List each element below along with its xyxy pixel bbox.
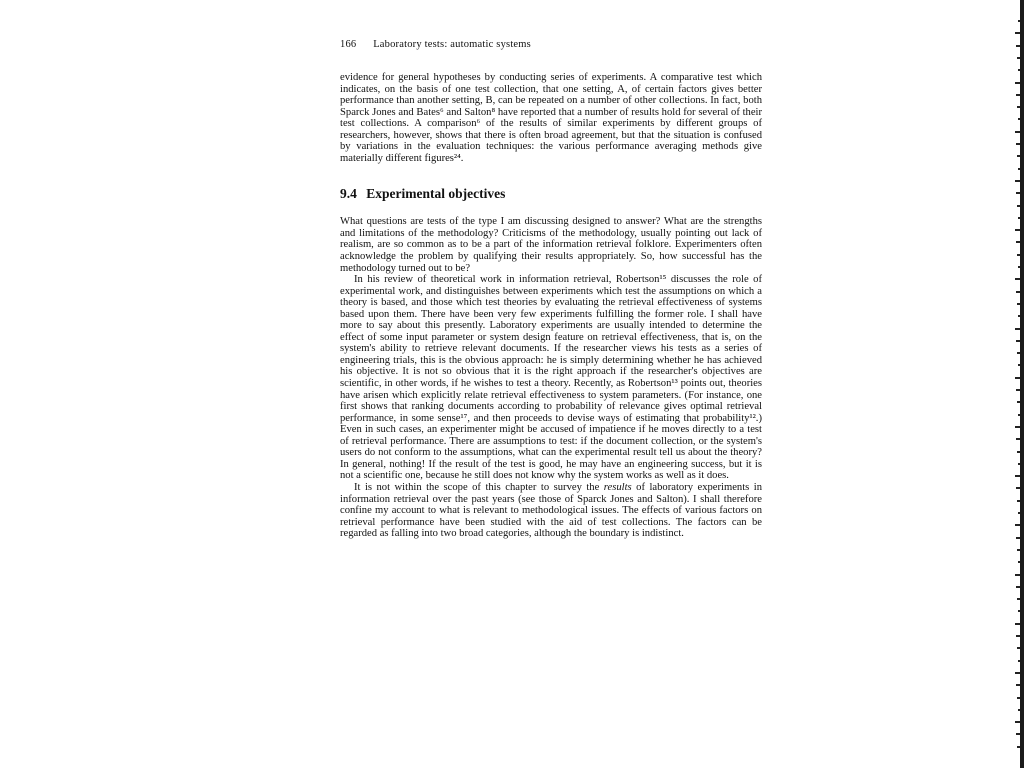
scan-noise-tick	[1017, 401, 1020, 403]
scan-noise-tick	[1016, 733, 1020, 735]
scan-noise-tick	[1018, 217, 1020, 219]
scan-noise-tick	[1015, 278, 1020, 280]
scan-noise-tick	[1018, 512, 1020, 514]
scan-noise-tick	[1016, 537, 1020, 539]
scan-noise-tick	[1015, 180, 1020, 182]
scan-noise-tick	[1018, 364, 1020, 366]
page-body	[340, 72, 762, 540]
scan-noise-tick	[1018, 168, 1020, 170]
scan-noise-tick	[1018, 414, 1020, 416]
paragraph-3: In his review of theoretical work in information retrieval, Robertson¹⁵ discusses the role of experimental work, and distinguishes between experiments which test the assumptions on which a theory is based, and those which test theories by evaluating the retrieval effectiveness of systems based upon them. There have been very few experiments fulfilling the former role. I shall have more to say about this presently. Laboratory experiments are usually intended to determine the effect of some input parameter or system design feature on retrieval effectiveness, that is, on the system's ability to retrieve relevant documents. If the researcher views his tests as a series of engineering trials, this is the obvious approach: he is simply determining whether he has achieved his objective. It is not so obvious that it is the right approach if the researcher's objectives are scientific, in other words, if he wishes to test a theory. Recently, as Robertson¹³ points out, theories have arisen which explicitly relate retrieval effectiveness to system parameters. (For instance, one first shows that ranking documents according to probability of relevance gives optimal retrieval performance, in some sense¹⁷, and then proceeds to devise ways of estimating that probability¹².) Even in such cases, an experimenter might be accused of impatience if he moves directly to a test of retrieval performance. There are assumptions to test: if the document collection, or the system's users do not conform to the assumptions, what can the experimental result tell us about the theory? In general, nothing! If the result of the test is good, he may have an engineering success, but it is not a scientific one, because he still does not know why the system works as well as it does.	[340, 274, 762, 482]
scan-noise-tick	[1016, 241, 1020, 243]
scan-noise-tick	[1016, 340, 1020, 342]
paragraph-4	[340, 482, 762, 540]
scan-noise-tick	[1015, 672, 1020, 674]
scan-noise-tick	[1015, 623, 1020, 625]
scan-noise-tick	[1017, 598, 1020, 600]
scan-noise-tick	[1016, 487, 1020, 489]
scan-noise-tick	[1015, 229, 1020, 231]
book-page	[340, 38, 762, 540]
scan-noise-tick	[1018, 266, 1020, 268]
scan-noise-tick	[1018, 660, 1020, 662]
section-number: 9.4	[340, 186, 357, 202]
scan-noise-tick	[1016, 586, 1020, 588]
scan-noise-tick	[1015, 574, 1020, 576]
scan-noise-tick	[1015, 524, 1020, 526]
scan-noise-tick	[1018, 610, 1020, 612]
scan-noise-tick	[1016, 635, 1020, 637]
scan-noise-tick	[1018, 463, 1020, 465]
scan-noise-tick	[1016, 684, 1020, 686]
scan-noise-tick	[1018, 118, 1020, 120]
scan-noise-tick	[1018, 20, 1020, 22]
scan-noise-tick	[1017, 303, 1020, 305]
scan-noise-tick	[1018, 69, 1020, 71]
scan-noise-tick	[1017, 500, 1020, 502]
scan-edge-artifact	[1020, 0, 1024, 768]
scan-noise-tick	[1017, 352, 1020, 354]
paragraph-4-emphasis: results	[603, 481, 632, 493]
scan-noise-tick	[1017, 155, 1020, 157]
scan-noise-tick	[1016, 143, 1020, 145]
scan-noise-tick	[1015, 721, 1020, 723]
paragraph-4-text-a: It is not within the scope of this chapter to survey the	[354, 481, 604, 493]
scan-noise-tick	[1016, 389, 1020, 391]
scan-noise-artifact	[1014, 0, 1020, 768]
paragraph-1: evidence for general hypotheses by conducting series of experiments. A comparative test which indicates, on the basis of one test collection, that one setting, A, of certain factors gives better performance than another setting, B, can be repeated on a number of other collections. In fact, both Sparck Jones and Bates⁶ and Salton⁸ have reported that a number of results hold for several of their test collections. A comparison⁶ of the results of similar experiments by different groups of researchers, however, shows that there is often broad agreement, but that the situation is confused by variations in the evaluation techniques: the various performance averaging methods give materially different figures²⁴.	[340, 72, 762, 164]
scan-noise-tick	[1015, 377, 1020, 379]
section-heading	[340, 186, 762, 202]
scan-noise-tick	[1015, 475, 1020, 477]
scan-noise-tick	[1018, 561, 1020, 563]
scan-noise-tick	[1018, 709, 1020, 711]
running-head-title: Laboratory tests: automatic systems	[373, 39, 531, 50]
scan-noise-tick	[1016, 45, 1020, 47]
scan-noise-tick	[1017, 746, 1020, 748]
scan-noise-tick	[1015, 328, 1020, 330]
scan-noise-tick	[1018, 315, 1020, 317]
scan-noise-tick	[1017, 205, 1020, 207]
scan-noise-tick	[1017, 647, 1020, 649]
scan-noise-tick	[1017, 451, 1020, 453]
scan-noise-tick	[1017, 697, 1020, 699]
scan-noise-tick	[1015, 426, 1020, 428]
scan-noise-tick	[1017, 106, 1020, 108]
section-title: Experimental objectives	[366, 186, 506, 202]
paragraph-4-text-b: of laboratory experiments in information retrieval over the past years (see those of Sparck Jones and Salton). I shall therefore confine my account to what is relevant to methodological issues. The effects of various factors on retrieval performance have been studied with the aid of test collections. The factors can be regarded as falling into two broad categories, although the boundary is indistinct.	[340, 481, 762, 540]
paragraph-2: What questions are tests of the type I am discussing designed to answer? What are the strengths and limitations of the methodology? Criticisms of the methodology, usually pointing out lack of realism, are so common as to be a part of the information retrieval folklore. Experimenters often acknowledge the problem by qualifying their results appropriately. So, how successful has the methodology turned out to be?	[340, 216, 762, 274]
scan-noise-tick	[1017, 549, 1020, 551]
scan-noise-tick	[1016, 291, 1020, 293]
scan-noise-tick	[1017, 254, 1020, 256]
page-number: 166	[340, 39, 357, 50]
scan-noise-tick	[1016, 192, 1020, 194]
running-head	[340, 38, 762, 52]
scan-noise-tick	[1016, 94, 1020, 96]
scan-noise-tick	[1015, 32, 1020, 34]
scan-noise-tick	[1016, 438, 1020, 440]
scan-noise-tick	[1015, 82, 1020, 84]
scan-noise-tick	[1017, 57, 1020, 59]
scan-noise-tick	[1015, 131, 1020, 133]
